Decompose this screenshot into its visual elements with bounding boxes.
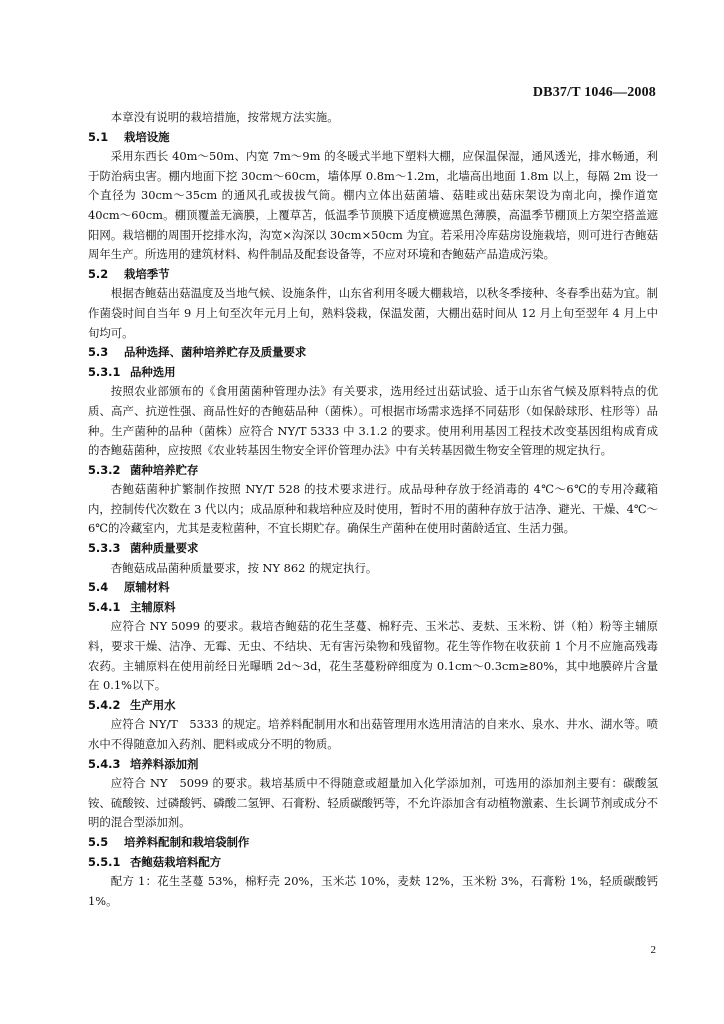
section-heading <box>88 343 658 363</box>
heading-number: 5.1 <box>88 129 109 144</box>
paragraph: 应符合 NY/T 5333 的规定。培养料配制用水和出菇管理用水选用清洁的自来水、泉水、井水、湖水等。喷水中不得随意加入药剂、肥料或成分不明的物质。 <box>88 717 658 751</box>
heading-number: 5.4.3 <box>88 756 121 771</box>
paragraph: 杏鲍菇菌种扩繁制作按照 NY/T 528 的技术要求进行。成品母种存放于经消毒的 4℃～6℃的专用冷藏箱内，控制传代次数在 3 代以内；成品原种和栽培种应及时使用，暂时不用的菌种存放于洁净、避光、干燥、4℃～6℃的冷藏室内，尤其是麦粒菌种，不宜长期贮存。确保生产菌种在使用时菌龄适宜、生活力强。 <box>88 482 658 536</box>
subsection-heading <box>88 853 658 873</box>
heading-text: 生产用水 <box>130 697 176 712</box>
page-number: 2 <box>650 944 656 956</box>
section-heading <box>88 578 658 598</box>
heading-text: 菌种培养贮存 <box>130 462 199 477</box>
heading-number: 5.4.1 <box>88 599 121 614</box>
heading-number: 5.3.2 <box>88 462 121 477</box>
heading-number: 5.5.1 <box>88 854 121 869</box>
paragraph: 应符合 NY 5099 的要求。栽培基质中不得随意或超量加入化学添加剂，可选用的添加剂主要有：碳酸氢铵、硫酸铵、过磷酸钙、磷酸二氢钾、石膏粉、轻质碳酸钙等，不允许添加含有动植物激素、生长调节剂或成分不明的混合型添加剂。 <box>88 776 658 830</box>
paragraph: 配方 1：花生茎蔓 53%，棉籽壳 20%，玉米芯 10%，麦麸 12%，玉米粉 3%，石膏粉 1%，轻质碳酸钙 1%。 <box>88 874 658 908</box>
heading-number: 5.3.3 <box>88 541 121 556</box>
paragraph: 根据杏鲍菇出菇温度及当地气候、设施条件，山东省利用冬暖大棚栽培，以秋冬季接种、冬春季出菇为宜。制作菌袋时间自当年 9 月上旬至次年元月上旬，熟料袋栽，保温发菌，大棚出菇时间从 12 月上旬至翌年 4 月上中旬均可。 <box>88 286 658 340</box>
heading-text: 栽培季节 <box>124 266 170 281</box>
heading-text: 品种选用 <box>130 364 176 379</box>
paragraph: 采用东西长 40m～50m、内宽 7m～9m 的冬暖式半地下塑料大棚，应保温保湿，通风透光，排水畅通，利于防治病虫害。棚内地面下挖 30cm～60cm，墙体厚 0.8m～1.2m，北墙高出地面 1.8m 以上，每隔 2m 设一个直径为 30cm～35cm 的通风孔或拔拔气筒。棚内立体出菇菌墙、菇畦或出菇床架设为南北向，操作道宽 40cm～60cm。棚顶覆盖无滴膜，上覆草苫，低温季节顶膜下适度横遮黑色薄膜，高温季节棚顶上方架空搭盖遮阳网。栽培棚的周围开挖排水沟，沟宽×沟深以 30cm×50cm 为宜。若采用冷库菇房设施栽培，则可进行杏鲍菇周年生产。所选用的建筑材料、构件制品及配套设备等，不应对环境和杏鲍菇产品造成污染。 <box>88 149 658 262</box>
section-heading <box>88 833 658 853</box>
subsection-heading <box>88 755 658 775</box>
subsection-heading <box>88 696 658 716</box>
heading-number: 5.4.2 <box>88 697 121 712</box>
paragraph: 本章没有说明的栽培措施，按常规方法实施。 <box>110 110 339 124</box>
subsection-heading <box>88 461 658 481</box>
section-heading <box>88 265 658 285</box>
heading-text: 原辅材料 <box>124 580 170 595</box>
heading-text: 培养料配制和栽培袋制作 <box>124 834 250 849</box>
subsection-heading <box>88 598 658 618</box>
heading-text: 培养料添加剂 <box>130 756 199 771</box>
paragraph: 应符合 NY 5099 的要求。栽培杏鲍菇的花生茎蔓、棉籽壳、玉米芯、麦麸、玉米粉、饼（粕）粉等主辅原料，要求干燥、洁净、无霉、无虫、不结块、无有害污染物和残留物。花生等作物在收获前 1 个月不应施高残毒农药。主辅原料在使用前经日光曝晒 2d～3d，花生茎蔓粉碎细度为 0.1cm～0.3cm≥80%，其中地膜碎片含量在 0.1%以下。 <box>88 619 658 693</box>
paragraph: 按照农业部颁布的《食用菌菌种管理办法》有关要求，选用经过出菇试验、适于山东省气候及原料特点的优质、高产、抗逆性强、商品性好的杏鲍菇品种（菌株）。可根据市场需求选择不同菇形（如保龄球形、柱形等）品种。生产菌种的品种（菌株）应符合 NY/T 5333 中 3.1.2 的要求。使用利用基因工程技术改变基因组构成育成的杏鲍菇菌种，应按照《农业转基因生物安全评价管理办法》中有关转基因微生物安全管理的规定执行。 <box>88 384 658 458</box>
heading-text: 品种选择、菌种培养贮存及质量要求 <box>124 345 307 360</box>
heading-text: 主辅原料 <box>130 599 176 614</box>
subsection-heading <box>88 539 658 559</box>
paragraph: 杏鲍菇成品菌种质量要求，按 NY 862 的规定执行。 <box>110 560 378 575</box>
heading-text: 栽培设施 <box>124 129 170 144</box>
heading-number: 5.2 <box>88 266 109 281</box>
section-heading <box>88 128 658 148</box>
subsection-heading <box>88 363 658 383</box>
heading-text: 菌种质量要求 <box>130 541 199 556</box>
heading-number: 5.3 <box>88 345 109 360</box>
document-body <box>88 108 658 911</box>
heading-text: 杏鲍菇栽培料配方 <box>130 854 222 869</box>
heading-number: 5.3.1 <box>88 364 121 379</box>
heading-number: 5.5 <box>88 834 109 849</box>
heading-number: 5.4 <box>88 580 109 595</box>
standard-number: DB37/T 1046—2008 <box>532 85 656 100</box>
